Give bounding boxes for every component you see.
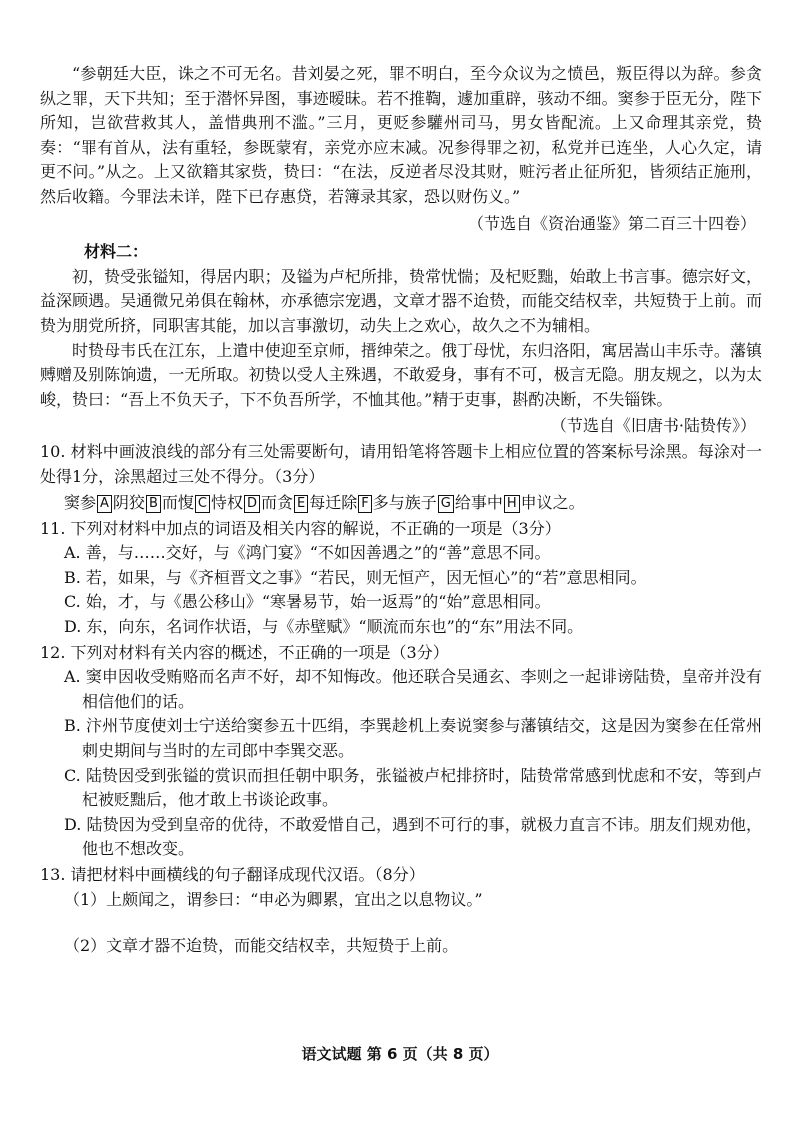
- segment: 每迁除: [309, 493, 358, 513]
- question-10-stem: 10. 材料中画波浪线的部分有三处需要断句，请用铅笔将答题卡上相应位置的答案标号涂黑。每涂对一处得1分，涂黑超过三处不得分。（3分）: [40, 441, 762, 486]
- question-11-option-a: A. 善，与……交好，与《鸿门宴》“不如因善遇之”的“善”意思不同。: [64, 543, 551, 563]
- segment: 申议之。: [520, 493, 585, 513]
- material1-paragraph: “参朝廷大臣，诛之不可无名。昔刘晏之死，罪不明白，至今众议为之愤邑，叛臣得以为辞。参贪纵之罪，天下共知；至于潜怀异图，事迹暧昧。若不推鞫，遽加重辟，骇动不细。窦参于臣无分，陛下所知，岂欲营救其人，盖惜典刑不滥。”三月，更贬参驩州司马，男女皆配流。上又命理其亲党，贽奏：“罪有首从，法有重轻，参既蒙宥，亲党亦应末减。况参得罪之初，私党并已连坐，人心久定，请更不问。”从之。上又欲籍其家赀，贽曰：“在法，反逆者尽没其财，赃污者止征所犯，皆须结正施刑，然后收籍。今罪法未详，陛下已存惠贷，若簿录其家，恐以财伤义。”: [40, 64, 762, 206]
- material2-source: （节选自《旧唐书·陆贽传》）: [550, 416, 756, 436]
- question-12-option-d: D. 陆贽因为受到皇帝的优待，不敢爱惜自己，遇到不可行的事，就极力直言不讳。朋友们规劝他，他也不想改变。: [64, 814, 762, 859]
- answer-box-h[interactable]: H: [504, 495, 520, 513]
- page-footer: 语文试题 第 6 页（共 8 页）: [301, 1045, 499, 1063]
- segment: 阴狡: [112, 493, 145, 513]
- question-11-option-c: C. 始，才，与《愚公移山》“寒暑易节，始一返焉”的“始”意思相同。: [64, 592, 551, 612]
- question-11-stem: 11. 下列对材料中加点的词语及相关内容的解说，不正确的一项是（3分）: [40, 518, 561, 538]
- segment: 多与族子: [372, 493, 437, 513]
- answer-box-e[interactable]: E: [294, 495, 308, 513]
- answer-box-c[interactable]: C: [195, 495, 210, 513]
- answer-box-f[interactable]: F: [358, 495, 371, 513]
- material2-paragraph-2: 时贽母韦氏在江东，上遣中使迎至京师，搢绅荣之。俄丁母忧，东归洛阳，寓居嵩山丰乐寺。藩镇赙赠及别陈饷遗，一无所取。初贽以受人主殊遇，不敢爱身，事有不可，极言无隐。朋友规之，以为太峻，贽曰：“吾上不负天子，下不负吾所学，不恤其他。”精于吏事，斟酌决断，不失锱铢。: [40, 340, 762, 409]
- question-13-stem: 13. 请把材料中画横线的句子翻译成现代汉语。（8分）: [40, 865, 425, 884]
- material2-heading: 材料二：: [84, 242, 149, 262]
- answer-box-a[interactable]: A: [97, 495, 112, 513]
- question-11-option-d: D. 东，向东，名词作状语，与《赤壁赋》“顺流而东也”的“东”用法不同。: [64, 617, 584, 637]
- question-12-option-b: B. 汴州节度使刘士宁送给窦参五十匹绢，李巽趁机上奏说窦参与藩镇结交，这是因为窦参在任常州刺史期间与当时的左司郎中李巽交恶。: [64, 716, 762, 761]
- material1-source: （节选自《资治通鉴》第二百三十四卷）: [467, 213, 756, 233]
- answer-box-g[interactable]: G: [438, 495, 454, 513]
- segment: 恃权: [210, 493, 243, 513]
- question-12-option-c: C. 陆贽因受到张镒的赏识而担任朝中职务，张镒被卢杞排挤时，陆贽常常感到忧虑和不安，等到卢杞被贬黜后，他才敢上书谈论政事。: [64, 765, 762, 810]
- segment: 而贪: [260, 493, 293, 513]
- answer-box-d[interactable]: D: [244, 495, 260, 513]
- segment: 窦参: [64, 493, 97, 513]
- answer-space: [40, 912, 762, 934]
- question-13-sub-1: （1）上颇闻之，谓参曰：“申必为卿累，宜出之以息物议。”: [64, 889, 483, 909]
- question-12-option-a: A. 窦申因收受贿赂而名声不好，却不知悔改。他还联合吴通玄、李则之一起诽谤陆贽，皇帝并没有相信他们的话。: [64, 667, 762, 711]
- question-13-sub-2: （2）文章才器不迨贽，而能交结权幸，共短贽于上前。: [64, 936, 459, 956]
- question-12-stem: 12. 下列对材料有关内容的概述，不正确的一项是（3分）: [40, 642, 449, 662]
- material2-paragraph-1: 初，贽受张镒知，得居内职；及镒为卢杞所排，贽常忧惴；及杞贬黜，始敢上书言事。德宗好文，益深顾遇。吴通微兄弟俱在翰林，亦承德宗宠遇，文章才器不迨贽，而能交结权幸，共短贽于上前。而贽为朋党所挤，同职害其能，加以言事激切，动失上之欢心，故久之不为辅相。: [40, 266, 762, 335]
- question-10-segmented-sentence: [40, 491, 762, 516]
- answer-box-b[interactable]: B: [146, 495, 161, 513]
- question-11-option-b: B. 若，如果，与《齐桓晋文之事》“若民，则无恒产，因无恒心”的“若”意思相同。: [64, 567, 647, 587]
- segment: 而愎: [161, 493, 194, 513]
- segment: 给事中: [454, 493, 503, 513]
